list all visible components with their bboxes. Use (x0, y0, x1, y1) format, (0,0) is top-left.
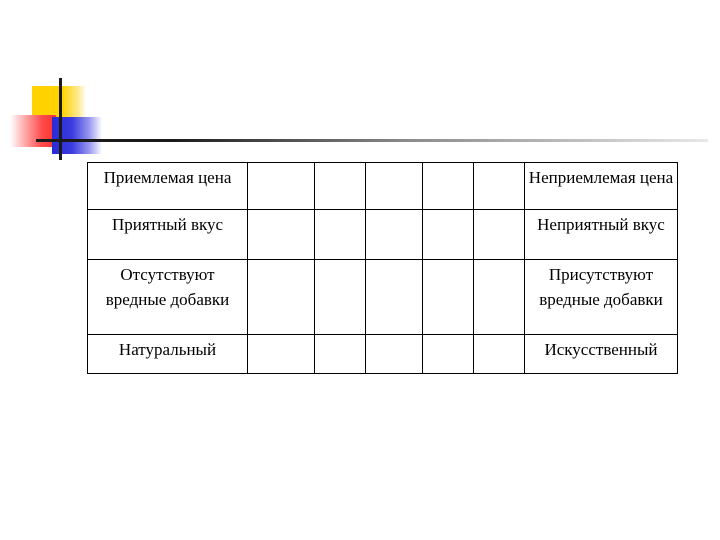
rating-cell-5 (474, 210, 525, 260)
left-attribute: Приемлемая цена (88, 163, 248, 210)
title-underline (36, 139, 708, 142)
table-row (88, 210, 678, 260)
left-attribute: Отсутствуют вредные добавки (88, 260, 248, 335)
right-attribute: Присутствуют вредные добавки (525, 260, 678, 335)
rating-cell-3 (366, 210, 423, 260)
rating-cell-4 (423, 260, 474, 335)
rating-cell-2 (315, 260, 366, 335)
left-attribute: Приятный вкус (88, 210, 248, 260)
logo-red-bar (10, 115, 56, 147)
rating-cell-1 (248, 335, 315, 374)
rating-cell-5 (474, 260, 525, 335)
logo-vertical-line (59, 78, 62, 160)
right-attribute: Неприятный вкус (525, 210, 678, 260)
rating-cell-1 (248, 210, 315, 260)
right-attribute: Неприемлемая цена (525, 163, 678, 210)
table-row (88, 335, 678, 374)
right-attribute: Искусственный (525, 335, 678, 374)
table-row (88, 260, 678, 335)
table-row (88, 163, 678, 210)
rating-cell-2 (315, 335, 366, 374)
rating-cell-2 (315, 163, 366, 210)
rating-cell-1 (248, 260, 315, 335)
rating-cell-4 (423, 163, 474, 210)
rating-cell-2 (315, 210, 366, 260)
rating-cell-4 (423, 210, 474, 260)
rating-cell-4 (423, 335, 474, 374)
rating-cell-3 (366, 260, 423, 335)
rating-cell-3 (366, 335, 423, 374)
rating-cell-3 (366, 163, 423, 210)
semantic-differential-table (87, 162, 678, 374)
rating-cell-5 (474, 335, 525, 374)
rating-cell-5 (474, 163, 525, 210)
left-attribute: Натуральный (88, 335, 248, 374)
rating-cell-1 (248, 163, 315, 210)
